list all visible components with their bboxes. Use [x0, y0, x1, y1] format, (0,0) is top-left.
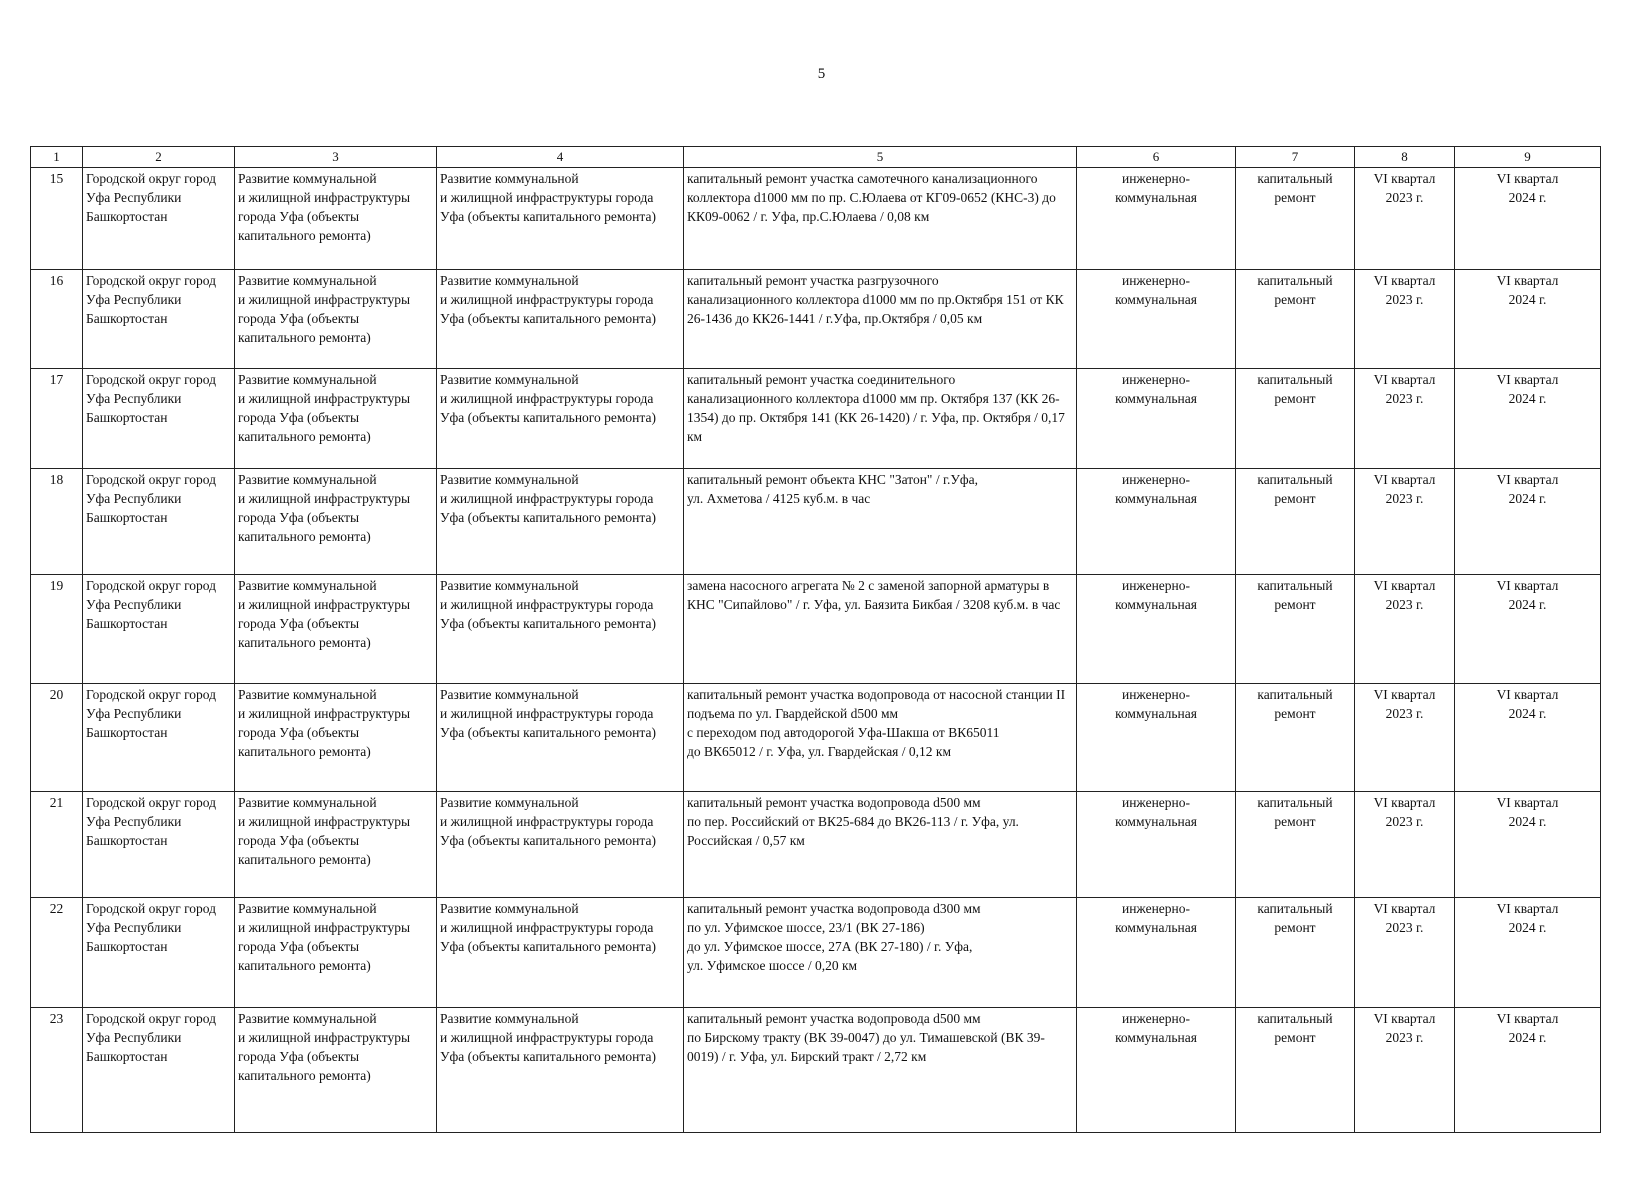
work-type-cell: капитальный ремонт	[1236, 575, 1355, 684]
object-cell: капитальный ремонт участка водопровода d300 мм по ул. Уфимское шоссе, 23/1 (ВК 27-186) до ул. Уфимское шоссе, 27А (ВК 27-180) / г. Уфа, ул. Уфимское шоссе / 0,20 км	[684, 898, 1077, 1008]
header-cell: 7	[1236, 147, 1355, 168]
object-cell: капитальный ремонт объекта КНС "Затон" / г.Уфа, ул. Ахметова / 4125 куб.м. в час	[684, 469, 1077, 575]
header-cell: 8	[1355, 147, 1455, 168]
subprogram-cell: Развитие коммунальной и жилищной инфраструктуры города Уфа (объекты капитального ремонта)	[437, 168, 684, 270]
page-number: 5	[817, 66, 826, 82]
municipality-cell: Городской округ город Уфа Республики Башкортостан	[83, 469, 235, 575]
subprogram-cell: Развитие коммунальной и жилищной инфраструктуры города Уфа (объекты капитального ремонта)	[437, 792, 684, 898]
row-number: 23	[31, 1007, 83, 1132]
program-cell: Развитие коммунальной и жилищной инфраструктуры города Уфа (объекты капитального ремонта)	[235, 684, 437, 792]
start-date-cell: VI квартал 2023 г.	[1355, 898, 1455, 1008]
work-type-cell: капитальный ремонт	[1236, 898, 1355, 1008]
municipality-cell: Городской округ город Уфа Республики Башкортостан	[83, 368, 235, 469]
end-date-cell: VI квартал 2024 г.	[1455, 168, 1601, 270]
row-number: 21	[31, 792, 83, 898]
start-date-cell: VI квартал 2023 г.	[1355, 368, 1455, 469]
start-date-cell: VI квартал 2023 г.	[1355, 269, 1455, 368]
program-cell: Развитие коммунальной и жилищной инфраструктуры города Уфа (объекты капитального ремонта)	[235, 898, 437, 1008]
municipality-cell: Городской округ город Уфа Республики Башкортостан	[83, 168, 235, 270]
work-type-cell: капитальный ремонт	[1236, 269, 1355, 368]
row-number: 17	[31, 368, 83, 469]
header-row	[31, 147, 1601, 168]
table-row	[31, 269, 1601, 368]
object-type-cell: инженерно- коммунальная	[1077, 792, 1236, 898]
object-type-cell: инженерно- коммунальная	[1077, 469, 1236, 575]
row-number: 15	[31, 168, 83, 270]
subprogram-cell: Развитие коммунальной и жилищной инфраструктуры города Уфа (объекты капитального ремонта)	[437, 368, 684, 469]
program-cell: Развитие коммунальной и жилищной инфраструктуры города Уфа (объекты капитального ремонта)	[235, 368, 437, 469]
end-date-cell: VI квартал 2024 г.	[1455, 792, 1601, 898]
subprogram-cell: Развитие коммунальной и жилищной инфраструктуры города Уфа (объекты капитального ремонта)	[437, 575, 684, 684]
municipality-cell: Городской округ город Уфа Республики Башкортостан	[83, 792, 235, 898]
table-row	[31, 1007, 1601, 1132]
header-cell: 5	[684, 147, 1077, 168]
table-row	[31, 898, 1601, 1008]
end-date-cell: VI квартал 2024 г.	[1455, 575, 1601, 684]
program-cell: Развитие коммунальной и жилищной инфраструктуры города Уфа (объекты капитального ремонта)	[235, 792, 437, 898]
program-cell: Развитие коммунальной и жилищной инфраструктуры города Уфа (объекты капитального ремонта)	[235, 1007, 437, 1132]
header-cell: 6	[1077, 147, 1236, 168]
start-date-cell: VI квартал 2023 г.	[1355, 684, 1455, 792]
subprogram-cell: Развитие коммунальной и жилищной инфраструктуры города Уфа (объекты капитального ремонта)	[437, 469, 684, 575]
object-type-cell: инженерно- коммунальная	[1077, 168, 1236, 270]
object-cell: капитальный ремонт участка водопровода от насосной станции II подъема по ул. Гвардейской d500 мм с переходом под автодорогой Уфа-Шакша от ВК65011 до ВК65012 / г. Уфа, ул. Гвардейская / 0,12 км	[684, 684, 1077, 792]
table-row	[31, 368, 1601, 469]
object-type-cell: инженерно- коммунальная	[1077, 684, 1236, 792]
start-date-cell: VI квартал 2023 г.	[1355, 575, 1455, 684]
header-cell: 2	[83, 147, 235, 168]
table-row	[31, 684, 1601, 792]
table-row	[31, 792, 1601, 898]
end-date-cell: VI квартал 2024 г.	[1455, 269, 1601, 368]
object-cell: замена насосного агрегата № 2 с заменой запорной арматуры в КНС "Сипайлово" / г. Уфа, ул. Баязита Бикбая / 3208 куб.м. в час	[684, 575, 1077, 684]
program-cell: Развитие коммунальной и жилищной инфраструктуры города Уфа (объекты капитального ремонта)	[235, 469, 437, 575]
object-cell: капитальный ремонт участка самотечного канализационного коллектора d1000 мм по пр. С.Юлаева от КГ09-0652 (КНС-3) до КК09-0062 / г. Уфа, пр.С.Юлаева / 0,08 км	[684, 168, 1077, 270]
municipality-cell: Городской округ город Уфа Республики Башкортостан	[83, 269, 235, 368]
program-cell: Развитие коммунальной и жилищной инфраструктуры города Уфа (объекты капитального ремонта)	[235, 168, 437, 270]
municipality-cell: Городской округ город Уфа Республики Башкортостан	[83, 1007, 235, 1132]
table-row	[31, 469, 1601, 575]
capital-repair-table	[30, 146, 1601, 1133]
row-number: 16	[31, 269, 83, 368]
subprogram-cell: Развитие коммунальной и жилищной инфраструктуры города Уфа (объекты капитального ремонта)	[437, 684, 684, 792]
table-row	[31, 168, 1601, 270]
row-number: 22	[31, 898, 83, 1008]
start-date-cell: VI квартал 2023 г.	[1355, 469, 1455, 575]
start-date-cell: VI квартал 2023 г.	[1355, 1007, 1455, 1132]
start-date-cell: VI квартал 2023 г.	[1355, 792, 1455, 898]
object-type-cell: инженерно- коммунальная	[1077, 898, 1236, 1008]
object-cell: капитальный ремонт участка водопровода d500 мм по пер. Российский от ВК25-684 до ВК26-113 / г. Уфа, ул. Российская / 0,57 км	[684, 792, 1077, 898]
object-type-cell: инженерно- коммунальная	[1077, 269, 1236, 368]
municipality-cell: Городской округ город Уфа Республики Башкортостан	[83, 898, 235, 1008]
object-cell: капитальный ремонт участка водопровода d500 мм по Бирскому тракту (ВК 39-0047) до ул. Тимашевской (ВК 39-0019) / г. Уфа, ул. Бирский тракт / 2,72 км	[684, 1007, 1077, 1132]
municipality-cell: Городской округ город Уфа Республики Башкортостан	[83, 684, 235, 792]
row-number: 20	[31, 684, 83, 792]
table-row	[31, 575, 1601, 684]
work-type-cell: капитальный ремонт	[1236, 469, 1355, 575]
subprogram-cell: Развитие коммунальной и жилищной инфраструктуры города Уфа (объекты капитального ремонта)	[437, 269, 684, 368]
work-type-cell: капитальный ремонт	[1236, 368, 1355, 469]
program-cell: Развитие коммунальной и жилищной инфраструктуры города Уфа (объекты капитального ремонта)	[235, 575, 437, 684]
object-type-cell: инженерно- коммунальная	[1077, 1007, 1236, 1132]
object-type-cell: инженерно- коммунальная	[1077, 368, 1236, 469]
object-type-cell: инженерно- коммунальная	[1077, 575, 1236, 684]
work-type-cell: капитальный ремонт	[1236, 1007, 1355, 1132]
object-cell: капитальный ремонт участка разгрузочного канализационного коллектора d1000 мм по пр.Октября 151 от КК 26-1436 до КК26-1441 / г.Уфа, пр.Октября / 0,05 км	[684, 269, 1077, 368]
start-date-cell: VI квартал 2023 г.	[1355, 168, 1455, 270]
municipality-cell: Городской округ город Уфа Республики Башкортостан	[83, 575, 235, 684]
end-date-cell: VI квартал 2024 г.	[1455, 1007, 1601, 1132]
end-date-cell: VI квартал 2024 г.	[1455, 469, 1601, 575]
row-number: 18	[31, 469, 83, 575]
object-cell: капитальный ремонт участка соединительного канализационного коллектора d1000 мм пр. Октября 137 (КК 26-1354) до пр. Октября 141 (КК 26-1420) / г. Уфа, пр. Октября / 0,17 км	[684, 368, 1077, 469]
subprogram-cell: Развитие коммунальной и жилищной инфраструктуры города Уфа (объекты капитального ремонта)	[437, 898, 684, 1008]
work-type-cell: капитальный ремонт	[1236, 684, 1355, 792]
header-cell: 3	[235, 147, 437, 168]
row-number: 19	[31, 575, 83, 684]
work-type-cell: капитальный ремонт	[1236, 168, 1355, 270]
program-cell: Развитие коммунальной и жилищной инфраструктуры города Уфа (объекты капитального ремонта)	[235, 269, 437, 368]
end-date-cell: VI квартал 2024 г.	[1455, 368, 1601, 469]
header-cell: 4	[437, 147, 684, 168]
end-date-cell: VI квартал 2024 г.	[1455, 898, 1601, 1008]
subprogram-cell: Развитие коммунальной и жилищной инфраструктуры города Уфа (объекты капитального ремонта)	[437, 1007, 684, 1132]
header-cell: 1	[31, 147, 83, 168]
header-cell: 9	[1455, 147, 1601, 168]
work-type-cell: капитальный ремонт	[1236, 792, 1355, 898]
end-date-cell: VI квартал 2024 г.	[1455, 684, 1601, 792]
